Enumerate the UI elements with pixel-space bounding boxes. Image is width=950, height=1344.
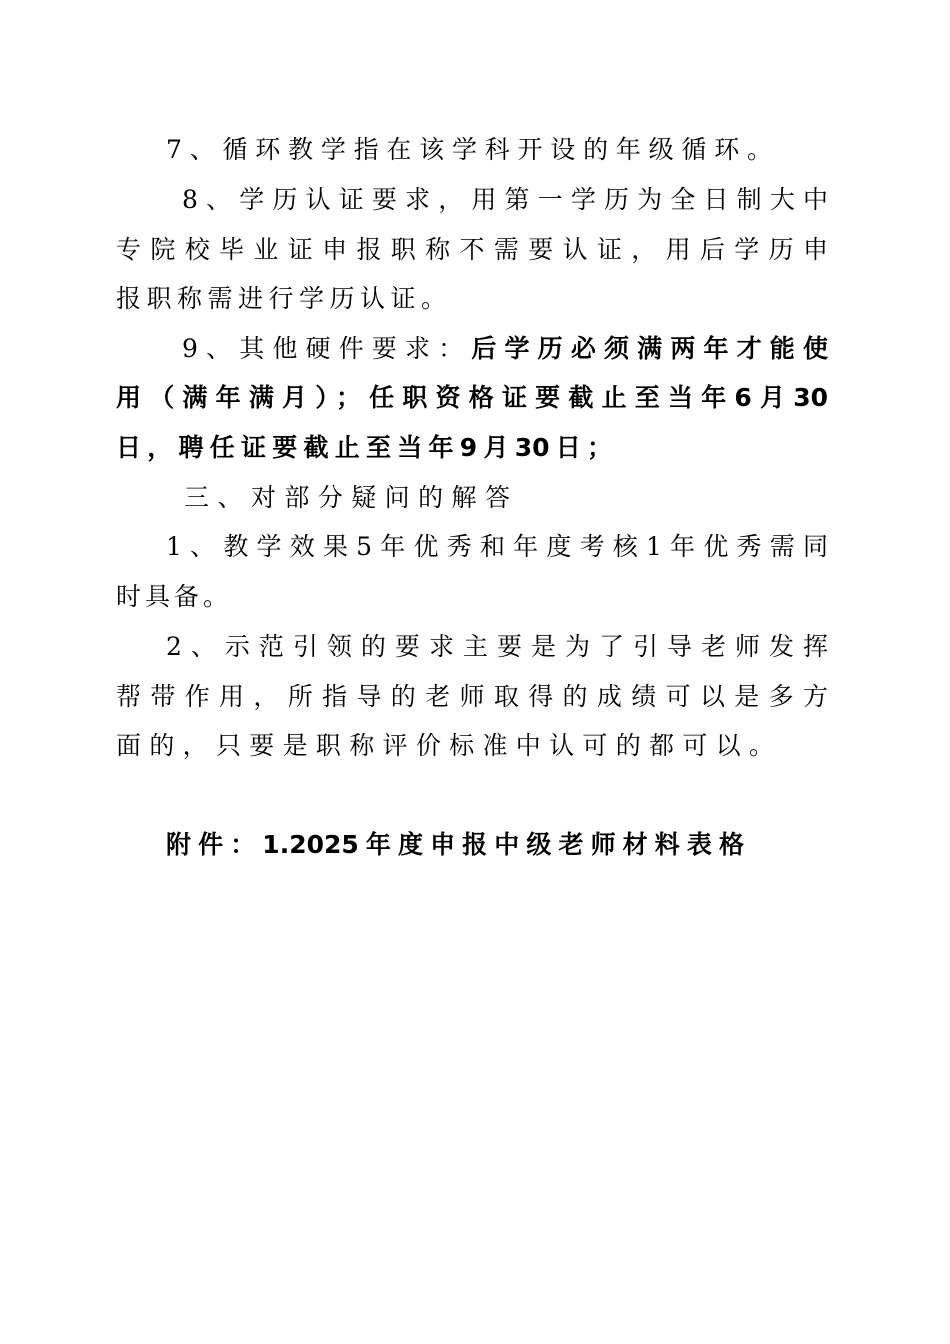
item-9-line-1 xyxy=(182,332,828,366)
item-8-line-2: 专院校毕业证申报职称不需要认证，用后学历申 xyxy=(116,235,828,264)
item-9-line-3: 日，聘任证要截止至当年9月30日； xyxy=(116,433,612,462)
item-9-prefix: 9、其他硬件要求： xyxy=(182,334,472,363)
answer-1-line-2: 时具备。 xyxy=(116,582,228,611)
item-9-line-2: 用（满年满月）；任职资格证要截止至当年6月30 xyxy=(116,383,828,412)
answer-2-line-1: 2、示范引领的要求主要是为了引导老师发挥 xyxy=(166,632,828,661)
attachment-line: 附件：1.2025年度申报中级老师材料表格 xyxy=(166,830,744,859)
section-3-heading: 三、对部分疑问的解答 xyxy=(184,483,510,512)
item-9-bold-part-1: 后学历必须满两年才能使 xyxy=(471,334,828,363)
answer-1-line-1: 1、教学效果5年优秀和年度考核1年优秀需同 xyxy=(166,532,828,561)
answer-2-line-2: 帮带作用，所指导的老师取得的成绩可以是多方 xyxy=(116,682,828,711)
item-8-line-1: 8、学历认证要求，用第一学历为全日制大中 xyxy=(182,185,828,214)
item-8-line-3: 报职称需进行学历认证。 xyxy=(116,284,446,313)
item-7-line: 7、循环教学指在该学科开设的年级循环。 xyxy=(166,135,772,164)
answer-2-line-3: 面的，只要是职称评价标准中认可的都可以。 xyxy=(116,731,774,760)
